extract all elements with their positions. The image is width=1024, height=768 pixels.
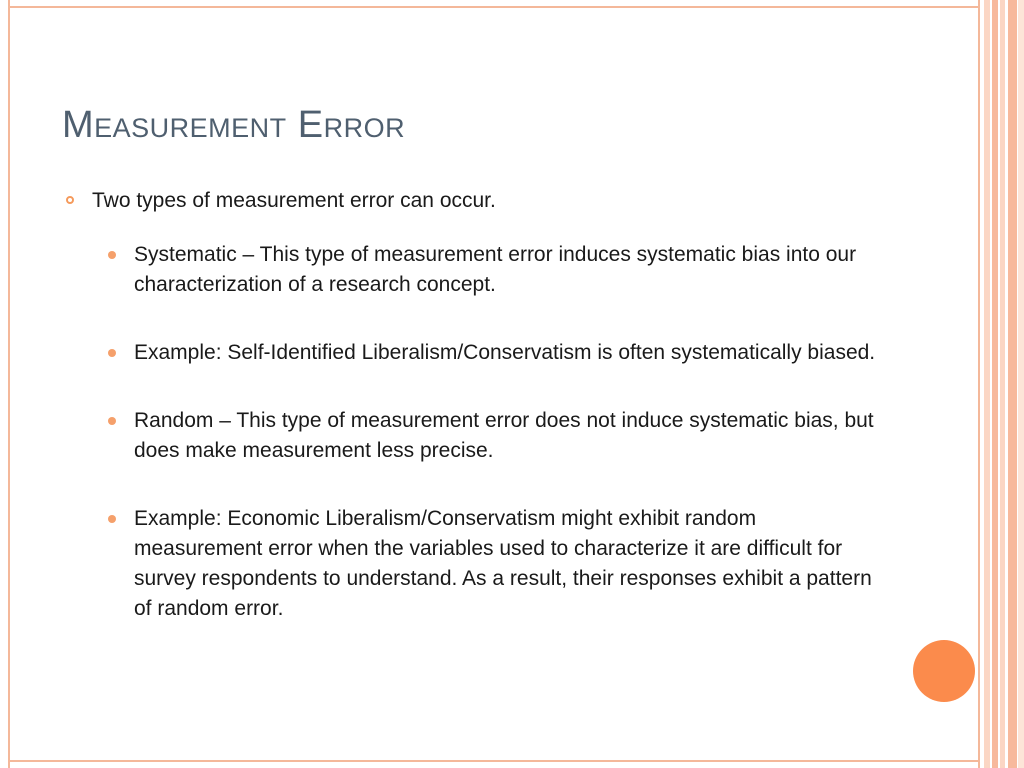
sub-bullet-item: [134, 504, 886, 624]
main-bullet-text: Two types of measurement error can occur.: [92, 189, 496, 212]
sub-bullet-text: Example: Economic Liberalism/Conservatism might exhibit random measurement error when the variables used to characterize it are difficult for survey respondents to understand. As a result, their responses exhibit a pattern of random error.: [134, 507, 872, 620]
ring-bullet-icon: [66, 196, 74, 204]
sub-bullet-text: Example: Self-Identified Liberalism/Conservatism is often systematically biased.: [134, 341, 876, 364]
decorative-stripe: [1000, 0, 1005, 768]
decorative-stripe: [1008, 0, 1017, 768]
slide-border-top: [8, 6, 978, 8]
sub-bullet-item: [134, 240, 886, 300]
decorative-circle: [913, 640, 975, 702]
main-bullet-item: [66, 186, 886, 216]
slide-border-bottom: [8, 760, 978, 762]
dot-bullet-icon: [108, 417, 116, 425]
sub-bullet-text: Random – This type of measurement error does not induce systematic bias, but does make measurement less precise.: [134, 409, 874, 462]
sub-bullet-text: Systematic – This type of measurement error induces systematic bias into our characterization of a research concept.: [134, 243, 857, 296]
dot-bullet-icon: [108, 349, 116, 357]
decorative-stripe: [992, 0, 998, 768]
sub-bullet-item: [134, 338, 886, 368]
decorative-stripe: [984, 0, 990, 768]
slide-body: [66, 186, 886, 662]
dot-bullet-icon: [108, 251, 116, 259]
slide-border-left: [8, 0, 10, 768]
sub-bullet-item: [134, 406, 886, 466]
slide-title: Measurement Error: [62, 104, 406, 146]
decorative-stripe: [1018, 0, 1024, 768]
dot-bullet-icon: [108, 515, 116, 523]
decorative-stripe: [978, 0, 980, 768]
